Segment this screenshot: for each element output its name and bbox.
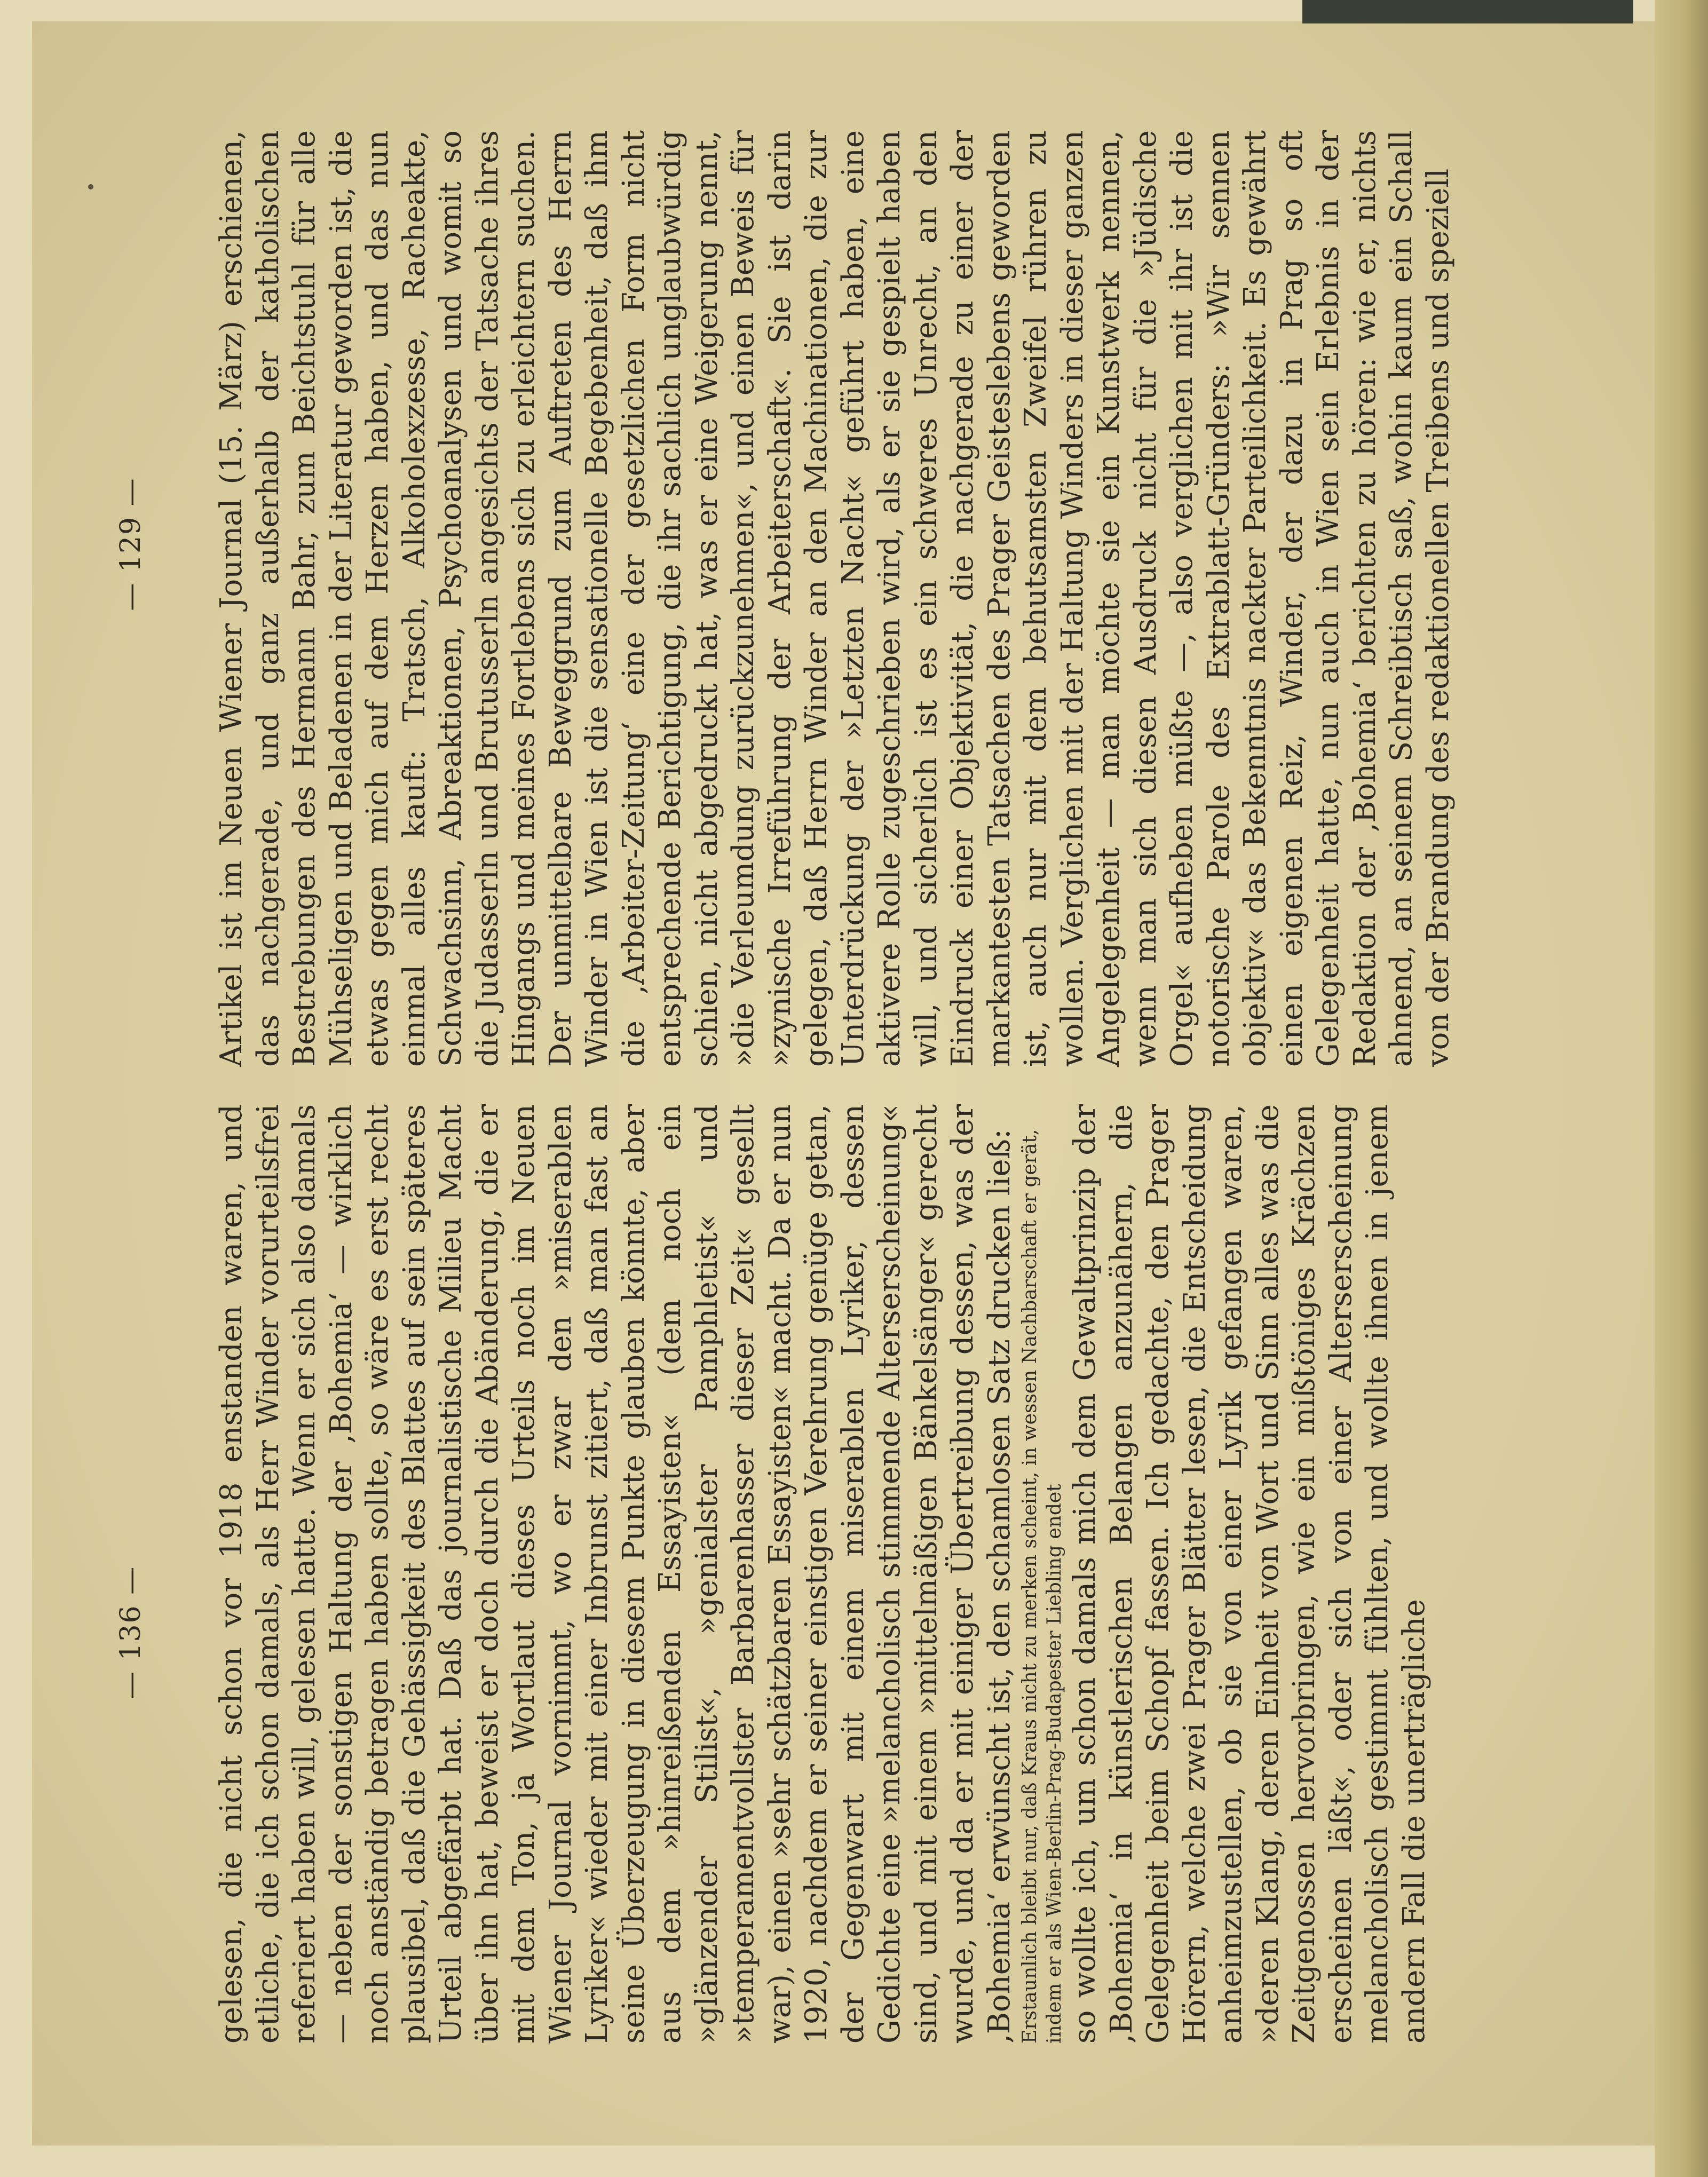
page-number: — 136 — <box>115 1565 147 1700</box>
page-129 <box>0 0 1708 1088</box>
text-column <box>213 1104 1433 2044</box>
body-paragraph: so wollte ich, um schon damals mich dem Gewaltprinzip der ‚Bohemia‘ in künstlerischen Belangen anzunähern, die Gelegenheit beim Schopf fassen. Ich gedachte, den Prager Hörern, welche zwei Prager Blätter lesen, die Entscheidung anheimzustellen, ob sie von einer Lyrik gefangen waren, »deren Klang, deren Einheit von Wort und Sinn alles was die Zeitgenossen hervorbringen, wie ein mißtöniges Krächzen erscheinen läßt«, oder sich von einer Alterserscheinung melancholisch gestimmt fühlten, und wollte ihnen in jenem andern Fall die unerträgliche <box>1068 1104 1432 2044</box>
page-number: — 129 — <box>115 477 147 611</box>
page-136 <box>0 1088 1708 2177</box>
body-paragraph: gelesen, die nicht schon vor 1918 enstanden waren, und etliche, die ich schon damals, als Herr Winder vorurteilsfrei referiert haben will, gelesen hatte. Wenn er sich also damals — neben der sonstigen Haltung der ‚Bohemia‘ — wirklich noch anständig betragen haben sollte, so wäre es erst recht plausibel, daß die Gehässigkeit des Blattes auf sein späteres Urteil abgefärbt hat. Daß das journalistische Milieu Macht über ihn hat, beweist er doch durch die Abänderung, die er mit dem Ton, ja Wortlaut dieses Urteils noch im Neuen Wiener Journal vornimmt, wo er zwar den »miserablen Lyriker« wieder mit einer Inbrunst zitiert, daß man fast an seine Überzeugung in diesem Punkte glauben könnte, aber aus dem »hinreißenden Essayisten« (dem noch ein »glänzender Stilist«, »genialster Pamphletist« und »temperamentvollster Barbarenhasser dieser Zeit« gesellt war), einen »sehr schätzbaren Essayisten« macht. Da er nun 1920, nachdem er seiner einstigen Verehrung genüge getan, der Gegenwart mit einem miserablen Lyriker, dessen Gedichte eine »melancholisch stimmende Alterserscheinung« sind, und mit einem »mittelmäßigen Bänkelsänger« gerecht wurde, und da er mit einiger Übertreibung dessen, was der ‚Bohemia‘ erwünscht ist, den schamlosen Satz drucken ließ: <box>214 1104 1017 2044</box>
text-column <box>213 130 1457 1067</box>
body-paragraph: Artikel ist im Neuen Wiener Journal (15. März) erschienen, das nachgerade, und ganz außerhalb der katholischen Bestrebungen des Hermann Bahr, zum Beichtstuhl für alle Mühseligen und Beladenen in der Literatur geworden ist, die etwas gegen mich auf dem Herzen haben, und das nun einmal alles kauft: Tratsch, Alkoholexzesse, Racheakte, Schwachsinn, Abreaktionen, Psychoanalysen und womit so die Judasserln und Brutusserln angesichts der Tatsache ihres Hingangs und meines Fortlebens sich zu erleichtern suchen. Der unmittelbare Beweggrund zum Auftreten des Herrn Winder in Wien ist die sensationelle Begebenheit, daß ihm die ‚Arbeiter-Zeitung‘ eine der gesetzlichen Form nicht entsprechende Berichtigung, die ihr sachlich unglaubwürdig schien, nicht abgedruckt hat, was er eine Weigerung nennt, »die Verleumdung zurückzunehmen«, und einen Beweis für »zynische Irreführung der Arbeiterschaft«. Sie ist darin gelegen, daß Herrn Winder an den Machinationen, die zur Unterdrückung der »Letzten Nacht« geführt haben, eine aktivere Rolle zugeschrieben wird, als er sie gespielt haben will, und sicherlich ist es ein schweres Unrecht, an den Eindruck einer Objektivität, die nachgerade zu einer der markantesten Tatsachen des Prager Geisteslebens geworden ist, auch nur mit dem behutsamsten Zweifel rühren zu wollen. Verglichen mit der Haltung Winders in dieser ganzen Angelegenheit — man möchte sie ein Kunstwerk nennen, wenn man sich diesen Ausdruck nicht für die »Jüdische Orgel« aufheben müßte —, also verglichen mit ihr ist die notorische Parole des Extrablatt-Gründers: »Wir sennen objektiv« das Bekenntnis nackter Parteilichkeit. Es gewährt einen eigenen Reiz, Winder, der dazu in Prag so oft Gelegenheit hatte, nun auch in Wien sein Erlebnis in der Redaktion der ‚Bohemia‘ berichten zu hören: wie er, nichts ahnend, an seinem Schreibtisch saß, wohin kaum ein Schall von der Brandung des redaktionellen Treibens und speziell <box>214 130 1456 1067</box>
footnote: Erstaunlich bleibt nur, daß Kraus nicht zu merken scheint, in wessen Nachbarschaft er gerät, indem er als Wien-Berlin-Prag-Budapester Liebling endet <box>1019 1129 1065 2044</box>
